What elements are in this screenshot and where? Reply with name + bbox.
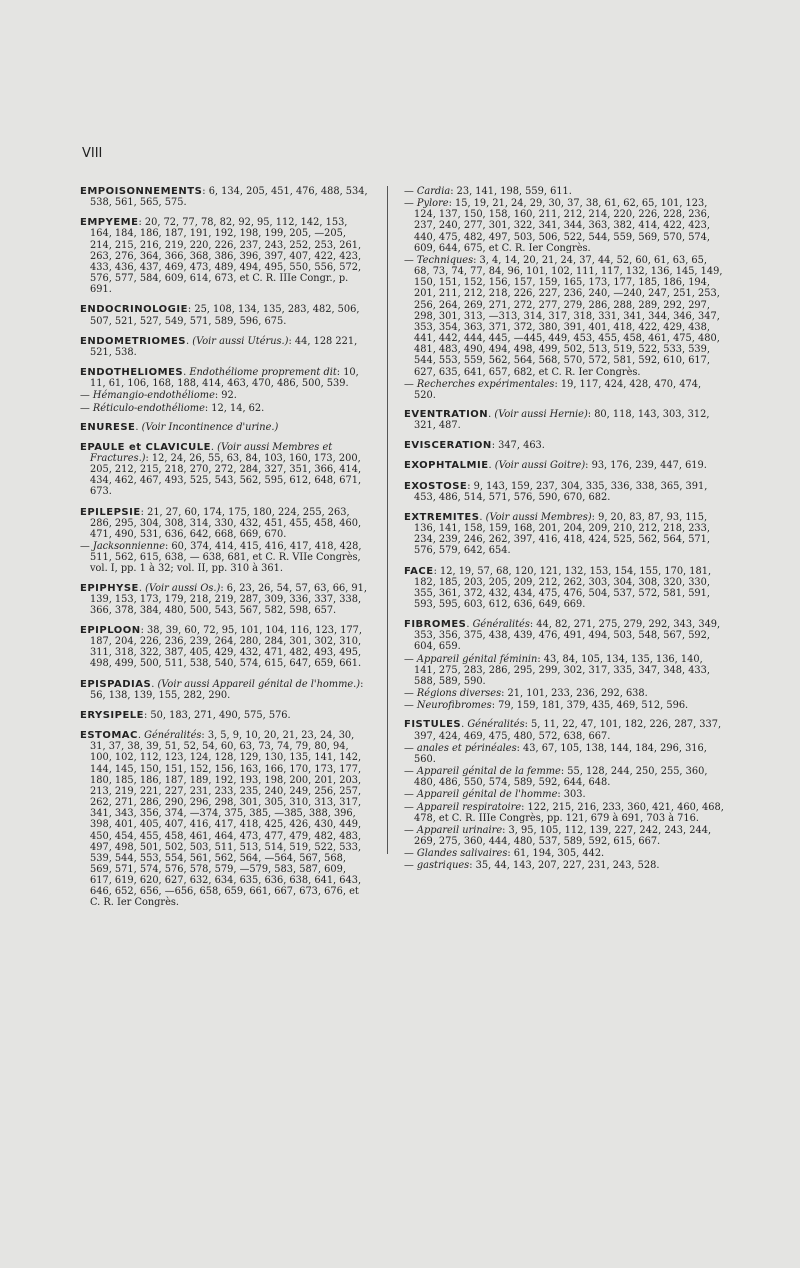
index-entry-exophtalmie: EXOPHTALMIE. (Voir aussi Goitre): 93, 176, 239, 447, 619. xyxy=(404,460,707,472)
page-number: VIII xyxy=(82,146,103,161)
index-column-left xyxy=(80,186,370,918)
index-entry-epilepsie: EPILEPSIE: 21, 27, 60, 174, 175, 180, 224, 255, 263, 286, 295, 304, 308, 314, 330, 432, 451, 455, 458, 460, 471, 490, 531, 636, 642, 668, 669, 670. xyxy=(80,506,362,540)
index-entry-empyeme: EMPYEME: 20, 72, 77, 78, 82, 92, 95, 112, 142, 153, 164, 184, 186, 187, 191, 192, 198, 199, 205, —205, 214, 215, 216, 219, 220, 226, 237, 243, 252, 253, 261, 263, 276, 364, 366, 368, 386, 396, 397, 407, 422, 423, 433, 436, 437, 469, 473, 489, 494, 495, 550, 556, 572, 576, 577, 584, 609, 614, 673, et C. R. IIIe Congr., p. 691. xyxy=(80,217,362,296)
index-subentry: — Pylore: 15, 19, 21, 24, 29, 30, 37, 38, 61, 62, 65, 101, 123, 124, 137, 150, 158, 160, 211, 212, 214, 220, 226, 228, 236, 237, 240, 277, 301, 322, 341, 344, 363, 382, 414, 422, 423, 440, 475, 482, 497, 503, 506, 522, 544, 559, 569, 570, 574, 609, 644, 675, et C. R. Ier Congrès. xyxy=(404,198,711,254)
index-subentry: — gastriques: 35, 44, 143, 207, 227, 231, 243, 528. xyxy=(404,860,660,872)
index-entry-enurese: ENURESE. (Voir Incontinence d'urine.) xyxy=(80,421,279,433)
column-divider xyxy=(387,186,388,854)
index-entry-epiphyse: EPIPHYSE. (Voir aussi Os.): 6, 23, 26, 54, 57, 63, 66, 91, 139, 153, 173, 179, 218, 219, 287, 309, 336, 337, 338, 366, 378, 384, 480, 500, 543, 567, 582, 598, 657. xyxy=(80,582,367,616)
index-subentry: — Cardia: 23, 141, 198, 559, 611. xyxy=(404,186,572,197)
index-subentry: — Appareil génital féminin: 43, 84, 105, 134, 135, 136, 140, 141, 275, 283, 286, 295, 299, 302, 317, 335, 347, 348, 433, 588, 589, 590. xyxy=(404,653,711,687)
index-entry-epaule: EPAULE et CLAVICULE. (Voir aussi Membres et Fractures.): 12, 24, 26, 55, 63, 84, 103, 160, 173, 200, 205, 212, 215, 218, 270, 272, 284, 327, 351, 366, 414, 434, 462, 467, 493, 525, 543, 562, 595, 612, 648, 671, 673. xyxy=(80,441,362,498)
index-subentry: — Réticulo-endothéliome: 12, 14, 62. xyxy=(80,402,265,414)
index-entry-fibromes: FIBROMES. Généralités: 44, 82, 271, 275, 279, 292, 343, 349, 353, 356, 375, 438, 439, 476, 491, 494, 503, 548, 567, 592, 604, 659. xyxy=(404,619,721,653)
index-entry-face: FACE: 12, 19, 57, 68, 120, 121, 132, 153, 154, 155, 170, 181, 182, 185, 203, 205, 209, 212, 262, 303, 304, 308, 320, 330, 355, 361, 372, 432, 434, 475, 476, 504, 537, 572, 581, 591, 593, 595, 603, 612, 636, 649, 669. xyxy=(404,565,712,610)
index-subentry: — anales et périnéales: 43, 67, 105, 138, 144, 184, 296, 316, 560. xyxy=(404,742,707,765)
index-subentry: — Appareil urinaire: 3, 95, 105, 112, 139, 227, 242, 243, 244, 269, 275, 360, 444, 480, 537, 589, 592, 615, 667. xyxy=(404,824,712,847)
index-subentry: — Appareil respiratoire: 122, 215, 216, 233, 360, 421, 460, 468, 478, et C. R. IIIe Congrès, pp. 121, 679 à 691, 703 à 716. xyxy=(404,801,724,824)
index-entry-empoisonnements: EMPOISONNEMENTS: 6, 134, 205, 451, 476, 488, 534, 538, 561, 565, 575. xyxy=(80,186,368,209)
index-subentry: — Neurofibromes: 79, 159, 181, 379, 435, 469, 512, 596. xyxy=(404,700,689,712)
index-entry-epispadias: EPISPADIAS. (Voir aussi Appareil génital de l'homme.): 56, 138, 139, 155, 282, 290. xyxy=(80,678,364,701)
index-subentry: — Appareil génital de l'homme: 303. xyxy=(404,789,586,801)
index-column-right xyxy=(404,186,724,872)
index-entry-erysipele: ERYSIPELE: 50, 183, 271, 490, 575, 576. xyxy=(80,709,291,721)
index-entry-epiploon: EPIPLOON: 38, 39, 60, 72, 95, 101, 104, 116, 123, 177, 187, 204, 226, 236, 239, 264, 280, 284, 301, 302, 310, 311, 318, 322, 387, 405, 429, 432, 471, 482, 493, 495, 498, 499, 500, 511, 538, 540, 574, 615, 647, 659, 661. xyxy=(80,625,363,670)
index-subentry: — Techniques: 3, 4, 14, 20, 21, 24, 37, 44, 52, 60, 61, 63, 65, 68, 73, 74, 77, 84, 96, 101, 102, 111, 117, 132, 136, 145, 149, 150, 151, 152, 156, 157, 159, 165, 173, 177, 185, 186, 194, 201, 211, 212, 218, 226, 227, 236, 240, —240, 247, 251, 253, 256, 264, 269, 271, 272, 277, 279, 286, 288, 289, 292, 297, 298, 301, 313, —313, 314, 317, 318, 331, 341, 344, 346, 347, 353, 354, 363, 371, 372, 380, 391, 401, 418, 422, 429, 438, 441, 442, 444, 445, —445, 449, 453, 455, 458, 461, 475, 480, 481, 483, 490, 494, 498, 499, 502, 513, 519, 522, 533, 539, 544, 553, 559, 562, 564, 568, 570, 572, 581, 592, 610, 617, 627, 635, 641, 657, 682, et C. R. Ier Congrès. xyxy=(404,254,723,378)
index-entry-endometriomes: ENDOMETRIOMES. (Voir aussi Utérus.): 44, 128 221, 521, 538. xyxy=(80,335,358,358)
index-entry-endotheliomes: ENDOTHELIOMES. Endothéliome proprement dit: 10, 11, 61, 106, 168, 188, 414, 463, 470, 486, 500, 539. xyxy=(80,367,359,390)
index-subentry: — Régions diverses: 21, 101, 233, 236, 292, 638. xyxy=(404,688,648,700)
index-entry-exostose: EXOSTOSE: 9, 143, 159, 237, 304, 335, 336, 338, 365, 391, 453, 486, 514, 571, 576, 590, 670, 682. xyxy=(404,480,708,503)
index-subentry: — Appareil génital de la femme: 55, 128, 244, 250, 255, 360, 480, 486, 550, 574, 589, 592, 644, 648. xyxy=(404,766,708,789)
index-entry-endocrinologie: ENDOCRINOLOGIE: 25, 108, 134, 135, 283, 482, 506, 507, 521, 527, 549, 571, 589, 596, 675. xyxy=(80,304,360,327)
index-subentry: — Jacksonnienne: 60, 374, 414, 415, 416, 417, 418, 428, 511, 562, 615, 638, — 638, 681, et C. R. VIIe Congrès, vol. I, pp. 1 à 32; vol. II, pp. 310 à 361. xyxy=(80,541,362,575)
index-entry-extremites: EXTREMITES. (Voir aussi Membres): 9, 20, 83, 87, 93, 115, 136, 141, 158, 159, 168, 201, 204, 209, 210, 212, 218, 233, 234, 239, 246, 262, 397, 416, 418, 424, 525, 562, 564, 571, 576, 579, 642, 654. xyxy=(404,511,711,557)
index-subentry: — Hémangio-endothéliome: 92. xyxy=(80,390,237,402)
index-entry-eventration: EVENTRATION. (Voir aussi Hernie): 80, 118, 143, 303, 312, 321, 487. xyxy=(404,408,710,432)
index-entry-fistules: FISTULES. Généralités: 5, 11, 22, 47, 101, 182, 226, 287, 337, 397, 424, 469, 475, 480, 572, 638, 667. xyxy=(404,719,722,742)
index-entry-estomac: ESTOMAC. Généralités: 3, 5, 9, 10, 20, 21, 23, 24, 30, 31, 37, 38, 39, 51, 52, 54, 60, 63, 73, 74, 79, 80, 94, 100, 102, 112, 123, 124, 128, 129, 130, 135, 141, 142, 144, 145, 150, 151, 152, 156, 163, 166, 170, 173, 177, 180, 185, 186, 187, 189, 192, 193, 198, 200, 201, 203, 213, 219, 221, 227, 231, 233, 235, 240, 249, 256, 257, 262, 271, 286, 290, 296, 298, 301, 305, 310, 313, 317, 341, 343, 356, 374, —374, 375, 385, —385, 388, 396, 398, 401, 405, 407, 416, 417, 418, 425, 426, 430, 449, 450, 454, 455, 458, 461, 464, 473, 477, 479, 482, 483, 497, 498, 501, 502, 503, 511, 513, 514, 519, 522, 533, 539, 544, 553, 554, 561, 562, 564, —564, 567, 568, 569, 571, 574, 576, 578, 579, —579, 583, 587, 609, 617, 619, 620, 627, 632, 634, 635, 636, 638, 641, 643, 646, 652, 656, —656, 658, 659, 661, 667, 673, 676, et C. R. Ier Congrès. xyxy=(80,730,362,909)
index-subentry: — Glandes salivaires: 61, 194, 305, 442. xyxy=(404,848,605,860)
index-entry-evisceration: EVISCERATION: 347, 463. xyxy=(404,440,545,452)
index-subentry: — Recherches expérimentales: 19, 117, 424, 428, 470, 474, 520. xyxy=(404,378,702,401)
